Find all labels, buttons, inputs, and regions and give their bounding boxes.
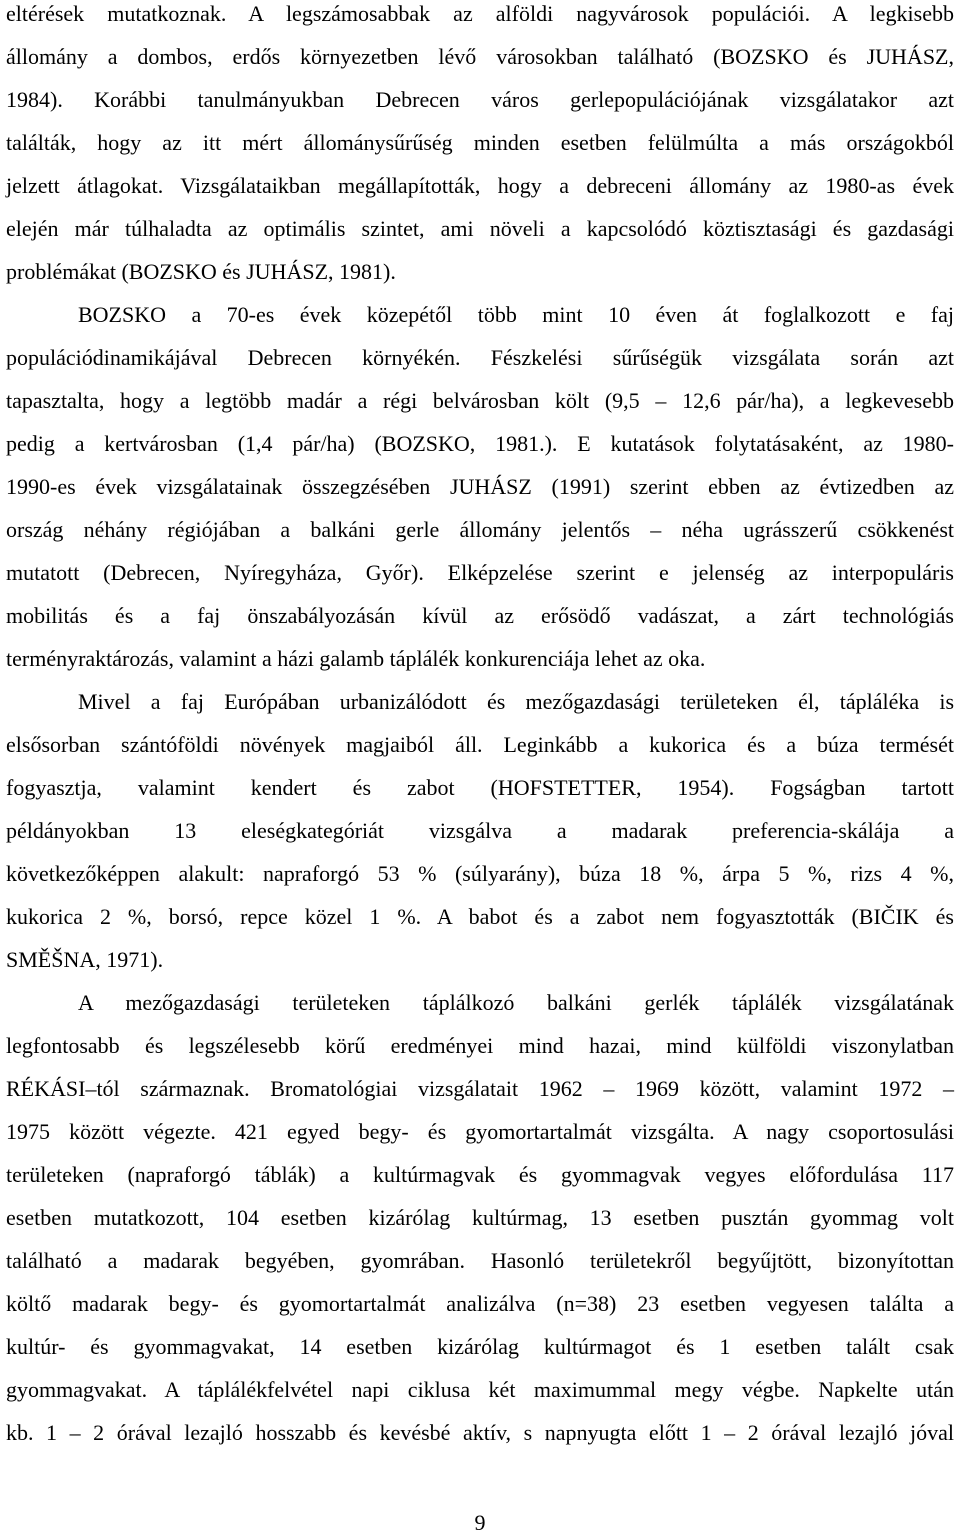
text-line: eltérések mutatkoznak. A legszámosabbak az alföldi nagyvárosok populációi. A legkisebb <box>6 1 954 26</box>
text-line: költő madarak begy- és gyomortartalmát analizálva (n=38) 23 esetben vegyesen találta a <box>6 1291 954 1316</box>
text-line: mutatott (Debrecen, Nyíregyháza, Győr). Elképzelése szerint e jelenség az interpopuláris <box>6 560 954 585</box>
paragraph-first-line: Mivel a faj Európában urbanizálódott és mezőgazdasági területeken él, táplálékа is <box>78 689 954 714</box>
text-line: esetben mutatkozott, 104 esetben kizárólag kultúrmag, 13 esetben pusztán gyommag volt <box>6 1205 954 1230</box>
text-line: kukorica 2 %, borsó, repce közel 1 %. A babot és a zabot nem fogyasztották (BIČIK és <box>6 904 954 929</box>
text-line: mobilitás és a faj önszabályozásán kívül az erősödő vadászat, a zárt technológiás <box>6 603 954 628</box>
text-line: található a madarak begyében, gyomrában. Hasonló területekről begyűjtött, bizonyítottan <box>6 1248 954 1273</box>
page-number: 9 <box>474 1510 486 1535</box>
text-line: elején már túlhaladta az optimális szintet, ami növeli a kapcsolódó köztisztasági és gazdasági <box>6 216 954 241</box>
text-line: terményraktározás, valamint a házi galamb táplálék konkurenciája lehet az oka. <box>6 646 706 671</box>
text-line: példányokban 13 eleségkategóriát vizsgálva a madarak preferencia-skálája a <box>6 818 954 843</box>
text-line: elsősorban szántóföldi növények magjaiból áll. Leginkább a kukorica és a búza termését <box>6 732 954 757</box>
text-line: RÉKÁSI–tól származnak. Bromatológiai vizsgálatait 1962 – 1969 között, valamint 1972 – <box>6 1076 954 1101</box>
paragraph-first-line: BOZSKO a 70-es évek közepétől több mint 10 éven át foglalkozott e faj <box>78 302 954 327</box>
text-line: kultúr- és gyommagvakat, 14 esetben kizárólag kultúrmagot és 1 esetben talált csak <box>6 1334 954 1359</box>
text-line: problémákat (BOZSKO és JUHÁSZ, 1981). <box>6 259 396 284</box>
text-line: gyommagvakat. A táplálékfelvétel napi ciklusa két maximummal megy végbe. Napkelte után <box>6 1377 954 1402</box>
text-line: pedig a kertvárosban (1,4 pár/ha) (BOZSKO, 1981.). E kutatások folytatásaként, az 1980- <box>6 431 954 456</box>
text-line: területeken (napraforgó táblák) a kultúrmagvak és gyommagvak vegyes előfordulása 117 <box>6 1162 954 1187</box>
text-line: állomány a dombos, erdős környezetben lévő városokban található (BOZSKO és JUHÁSZ, <box>6 44 954 69</box>
text-line: fogyasztja, valamint kendert és zabot (HOFSTETTER, 1954). Fogságban tartott <box>6 775 954 800</box>
text-line: kb. 1 – 2 órával lezajló hosszabb és kevésbé aktív, s napnyugta előtt 1 – 2 órával lezajló jóval <box>6 1420 954 1445</box>
text-line: SMĚŠNA, 1971). <box>6 947 164 972</box>
text-line: 1975 között végezte. 421 egyed begy- és gyomortartalmát vizsgálta. A nagy csoportosulási <box>6 1119 954 1144</box>
text-line: következőképpen alakult: napraforgó 53 % (súlyarány), búza 18 %, árpa 5 %, rizs 4 %, <box>6 861 954 886</box>
text-line: 1990-es évek vizsgálatainak összegzésében JUHÁSZ (1991) szerint ebben az évtizedben az <box>6 474 954 499</box>
text-line: ország néhány régiójában a balkáni gerle állomány jelentős – néha ugrásszerű csökkenést <box>6 517 954 542</box>
text-line: tapasztalta, hogy a legtöbb madár a régi belvárosban költ (9,5 – 12,6 pár/ha), a legkevesebb <box>6 388 954 413</box>
paragraph-first-line: A mezőgazdasági területeken táplálkozó balkáni gerlék táplálék vizsgálatának <box>78 990 954 1015</box>
text-line: populációdinamikájával Debrecen környékén. Fészkelési sűrűségük vizsgálata során azt <box>6 345 954 370</box>
text-line: találták, hogy az itt mért állománysűrűség minden esetben felülmúlta a más országokból <box>6 130 954 155</box>
text-line: jelzett átlagokat. Vizsgálataikban megállapították, hogy a debreceni állomány az 1980-as évek <box>6 173 954 198</box>
text-line: 1984). Korábbi tanulmányukban Debrecen város gerlepopulációjának vizsgálatakor azt <box>6 87 954 112</box>
text-line: legfontosabb és legszélesebb körű eredményei mind hazai, mind külföldi viszonylatban <box>6 1033 954 1058</box>
